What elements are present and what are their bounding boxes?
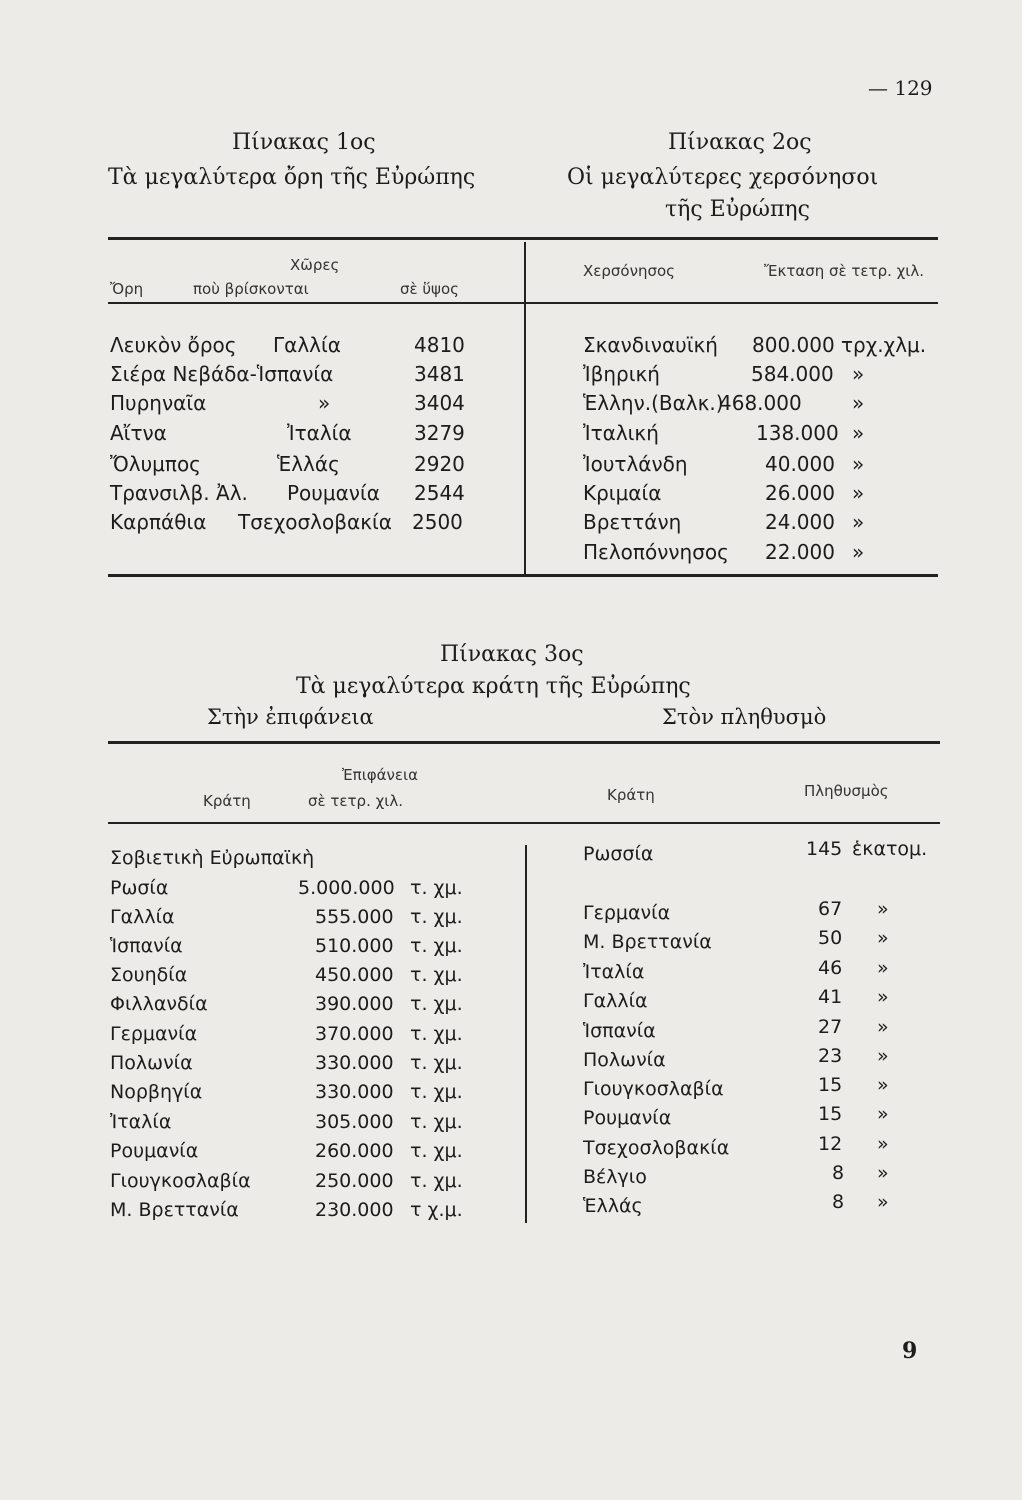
area-row-value: 5.000.000: [298, 877, 395, 899]
table2-row-name: Κριμαία: [583, 481, 662, 505]
pop-row-name: Βέλγιο: [583, 1166, 647, 1188]
table12-header-rule: [108, 302, 938, 304]
table1-row-country: Ἰταλία: [287, 421, 352, 445]
pop-row-unit: »: [877, 1103, 889, 1125]
page-number: — 129: [868, 76, 933, 100]
area-row-unit: τ. χμ.: [410, 1170, 463, 1192]
table2-title: Πίνακας 2ος: [668, 130, 812, 155]
table3-right-header-population: Πληθυσμὸς: [804, 782, 889, 800]
table1-row-height: 2920: [414, 452, 465, 476]
pop-row-name: Ἰταλία: [583, 961, 645, 983]
pop-row-value: 15: [818, 1074, 843, 1096]
area-row-value: 305.000: [315, 1111, 394, 1133]
area-row-value: 450.000: [315, 964, 394, 986]
table2-row-unit: »: [852, 452, 865, 476]
table3-left-header-states: Κράτη: [203, 792, 251, 810]
table2-row-unit: »: [852, 362, 865, 386]
pop-row-unit: »: [877, 1045, 889, 1067]
area-row-value: 390.000: [315, 993, 394, 1015]
pop-row-unit: »: [877, 1191, 889, 1213]
area-row-value: 330.000: [315, 1052, 394, 1074]
table1-row-name: Τρανσιλβ. Ἀλ.: [110, 481, 248, 505]
area-row-name: Πολωνία: [110, 1052, 193, 1074]
table2-row-area: 24.000: [765, 510, 835, 534]
pop-row-name: Ἑλλάς: [583, 1195, 643, 1217]
table3-right-heading: Στὸν πληθυσμὸ: [662, 705, 827, 729]
table2-row-unit: »: [852, 481, 865, 505]
area-row-value: 555.000: [315, 906, 394, 928]
pop-row-unit: »: [877, 1133, 889, 1155]
pop-row-value: 12: [818, 1133, 843, 1155]
table1-header-mountains: Ὄρη: [110, 280, 144, 298]
area-row-unit: τ χ.μ.: [410, 1199, 463, 1221]
pop-row-name: Γερμανία: [583, 902, 671, 924]
area-row-unit: τ. χμ.: [410, 906, 463, 928]
table2-header-peninsula: Χερσόνησος: [583, 262, 675, 280]
table1-header-where: ποὺ βρίσκονται: [193, 280, 309, 298]
area-row-name: Ρουμανία: [110, 1140, 199, 1162]
table3-left-header-area1: Ἐπιφάνεια: [342, 766, 419, 784]
area-row-value: 260.000: [315, 1140, 394, 1162]
table3-top-rule: [108, 741, 940, 744]
pop-row-value: 15: [818, 1103, 843, 1125]
area-row-unit: τ. χμ.: [410, 1081, 463, 1103]
table2-row-area: 26.000: [765, 481, 835, 505]
table2-row-name: Σκανδιναυϊκή: [583, 333, 718, 357]
table2-row-area: 584.000: [751, 362, 834, 386]
area-row-name: Ρωσία: [110, 877, 169, 899]
table1-subtitle: Τὰ μεγαλύτερα ὄρη τῆς Εὐρώπης: [108, 165, 476, 190]
table1-row-name: Σιέρα Νεβάδα-Ἱσπανία: [110, 362, 334, 386]
area-row-unit: τ. χμ.: [410, 1111, 463, 1133]
area-row-name: Φιλλανδία: [110, 993, 208, 1015]
pop-row-unit: »: [877, 927, 889, 949]
table12-column-divider: [524, 242, 526, 574]
footer-mark: 9: [902, 1338, 918, 1364]
area-row-name: Νορβηγία: [110, 1081, 203, 1103]
table12-top-rule: [108, 237, 938, 240]
table3-subtitle: Τὰ μεγαλύτερα κράτη τῆς Εὐρώπης: [296, 674, 691, 699]
table1-row-height: 3481: [414, 362, 465, 386]
table3-header-rule: [108, 822, 940, 824]
pop-row-unit: »: [877, 898, 889, 920]
table2-row-area: 22.000: [765, 540, 835, 564]
table3-left-header-area2: σὲ τετρ. χιλ.: [308, 792, 403, 810]
area-row-unit: τ. χμ.: [410, 935, 463, 957]
table2-row-unit: »: [852, 510, 865, 534]
pop-row-value: 145: [806, 838, 843, 860]
table12-bottom-rule: [108, 574, 938, 577]
table2-row-name: Ἑλλην.(Βαλκ.): [583, 391, 724, 415]
area-row-name: Ἱσπανία: [110, 935, 183, 957]
pop-row-value: 27: [818, 1016, 843, 1038]
table1-row-country: Ρουμανία: [287, 481, 380, 505]
table2-row-area: 138.000: [756, 421, 839, 445]
pop-row-unit: »: [877, 1074, 889, 1096]
table3-area-first-label: Σοβιετικὴ Εὐρωπαϊκὴ: [110, 847, 315, 869]
table2-row-name: Βρεττάνη: [583, 510, 682, 534]
table1-row-country: »: [318, 391, 331, 415]
area-row-name: Σουηδία: [110, 964, 188, 986]
table1-row-name: Ὄλυμπος: [110, 452, 201, 476]
pop-row-value: 23: [818, 1045, 843, 1067]
table1-header-height: σὲ ὕψος: [400, 280, 459, 298]
area-row-value: 510.000: [315, 935, 394, 957]
pop-row-value: 8: [832, 1191, 845, 1213]
pop-row-name: Μ. Βρεττανία: [583, 931, 712, 953]
table1-row-country: Τσεχοσλοβακία: [238, 510, 392, 534]
pop-row-unit: »: [877, 1016, 889, 1038]
table1-row-height: 2500: [412, 510, 463, 534]
area-row-unit: τ. χμ.: [410, 964, 463, 986]
table2-row-unit: »: [852, 540, 865, 564]
area-row-unit: τ. χμ.: [410, 877, 463, 899]
area-row-value: 370.000: [315, 1023, 394, 1045]
pop-row-name: Πολωνία: [583, 1049, 666, 1071]
pop-row-unit: »: [877, 957, 889, 979]
table2-row-name: Ἰταλική: [583, 421, 659, 445]
table2-row-area: 468.000: [719, 391, 802, 415]
area-row-unit: τ. χμ.: [410, 1023, 463, 1045]
table2-row-unit: »: [852, 421, 865, 445]
pop-row-name: Τσεχοσλοβακία: [583, 1137, 730, 1159]
pop-row-unit: »: [877, 1162, 889, 1184]
pop-row-value: 67: [818, 898, 843, 920]
pop-row-name: Ρουμανία: [583, 1107, 672, 1129]
pop-row-name: Ἱσπανία: [583, 1020, 656, 1042]
table1-row-height: 4810: [414, 333, 465, 357]
table1-row-name: Καρπάθια: [110, 510, 207, 534]
table2-row-name: Ἰουτλάνδη: [583, 452, 688, 476]
pop-row-name: Γαλλία: [583, 990, 648, 1012]
pop-row-name: Γιουγκοσλαβία: [583, 1078, 724, 1100]
table2-header-area: Ἔκταση σὲ τετρ. χιλ.: [764, 262, 925, 280]
area-row-name: Μ. Βρεττανία: [110, 1199, 239, 1221]
table3-column-divider: [525, 845, 527, 1223]
pop-row-value: 50: [818, 927, 843, 949]
table2-row-unit: »: [852, 391, 865, 415]
area-row-value: 330.000: [315, 1081, 394, 1103]
table1-row-name: Λευκὸν ὄρος: [110, 333, 237, 357]
table1-title: Πίνακας 1ος: [232, 130, 376, 155]
table2-row-area: 40.000: [765, 452, 835, 476]
table3-title: Πίνακας 3ος: [440, 642, 584, 667]
table3-right-header-states: Κράτη: [607, 786, 655, 804]
pop-row-value: 8: [832, 1162, 845, 1184]
table2-subtitle-line1: Οἱ μεγαλύτερες χερσόνησοι: [567, 165, 879, 190]
table1-row-height: 3279: [414, 421, 465, 445]
table2-row-unit: τρχ.χλμ.: [841, 333, 927, 357]
table2-row-name: Ἰβηρική: [583, 362, 660, 386]
table2-row-area: 800.000: [752, 333, 835, 357]
area-row-value: 230.000: [315, 1199, 394, 1221]
area-row-name: Γερμανία: [110, 1023, 198, 1045]
area-row-unit: τ. χμ.: [410, 1052, 463, 1074]
table1-header-countries: Χῶρες: [290, 256, 340, 274]
table1-row-height: 2544: [414, 481, 465, 505]
table2-row-name: Πελοπόννησος: [583, 540, 729, 564]
area-row-name: Ἰταλία: [110, 1111, 172, 1133]
area-row-name: Γιουγκοσλαβία: [110, 1170, 251, 1192]
pop-row-value: 41: [818, 986, 843, 1008]
pop-row-value: 46: [818, 957, 843, 979]
area-row-value: 250.000: [315, 1170, 394, 1192]
table3-left-heading: Στὴν ἐπιφάνεια: [207, 705, 374, 729]
table1-row-country: Ἑλλάς: [277, 452, 340, 476]
pop-row-unit: ἑκατομ.: [852, 838, 928, 860]
area-row-name: Γαλλία: [110, 906, 175, 928]
table1-row-country: Γαλλία: [273, 333, 341, 357]
area-row-unit: τ. χμ.: [410, 993, 463, 1015]
table1-row-height: 3404: [414, 391, 465, 415]
pop-row-unit: »: [877, 986, 889, 1008]
table1-row-name: Πυρηναῖα: [110, 391, 207, 415]
area-row-unit: τ. χμ.: [410, 1140, 463, 1162]
table2-subtitle-line2: τῆς Εὐρώπης: [665, 197, 810, 222]
table1-row-name: Αἴτνα: [110, 421, 167, 445]
pop-row-name: Ρωσσία: [583, 843, 654, 865]
